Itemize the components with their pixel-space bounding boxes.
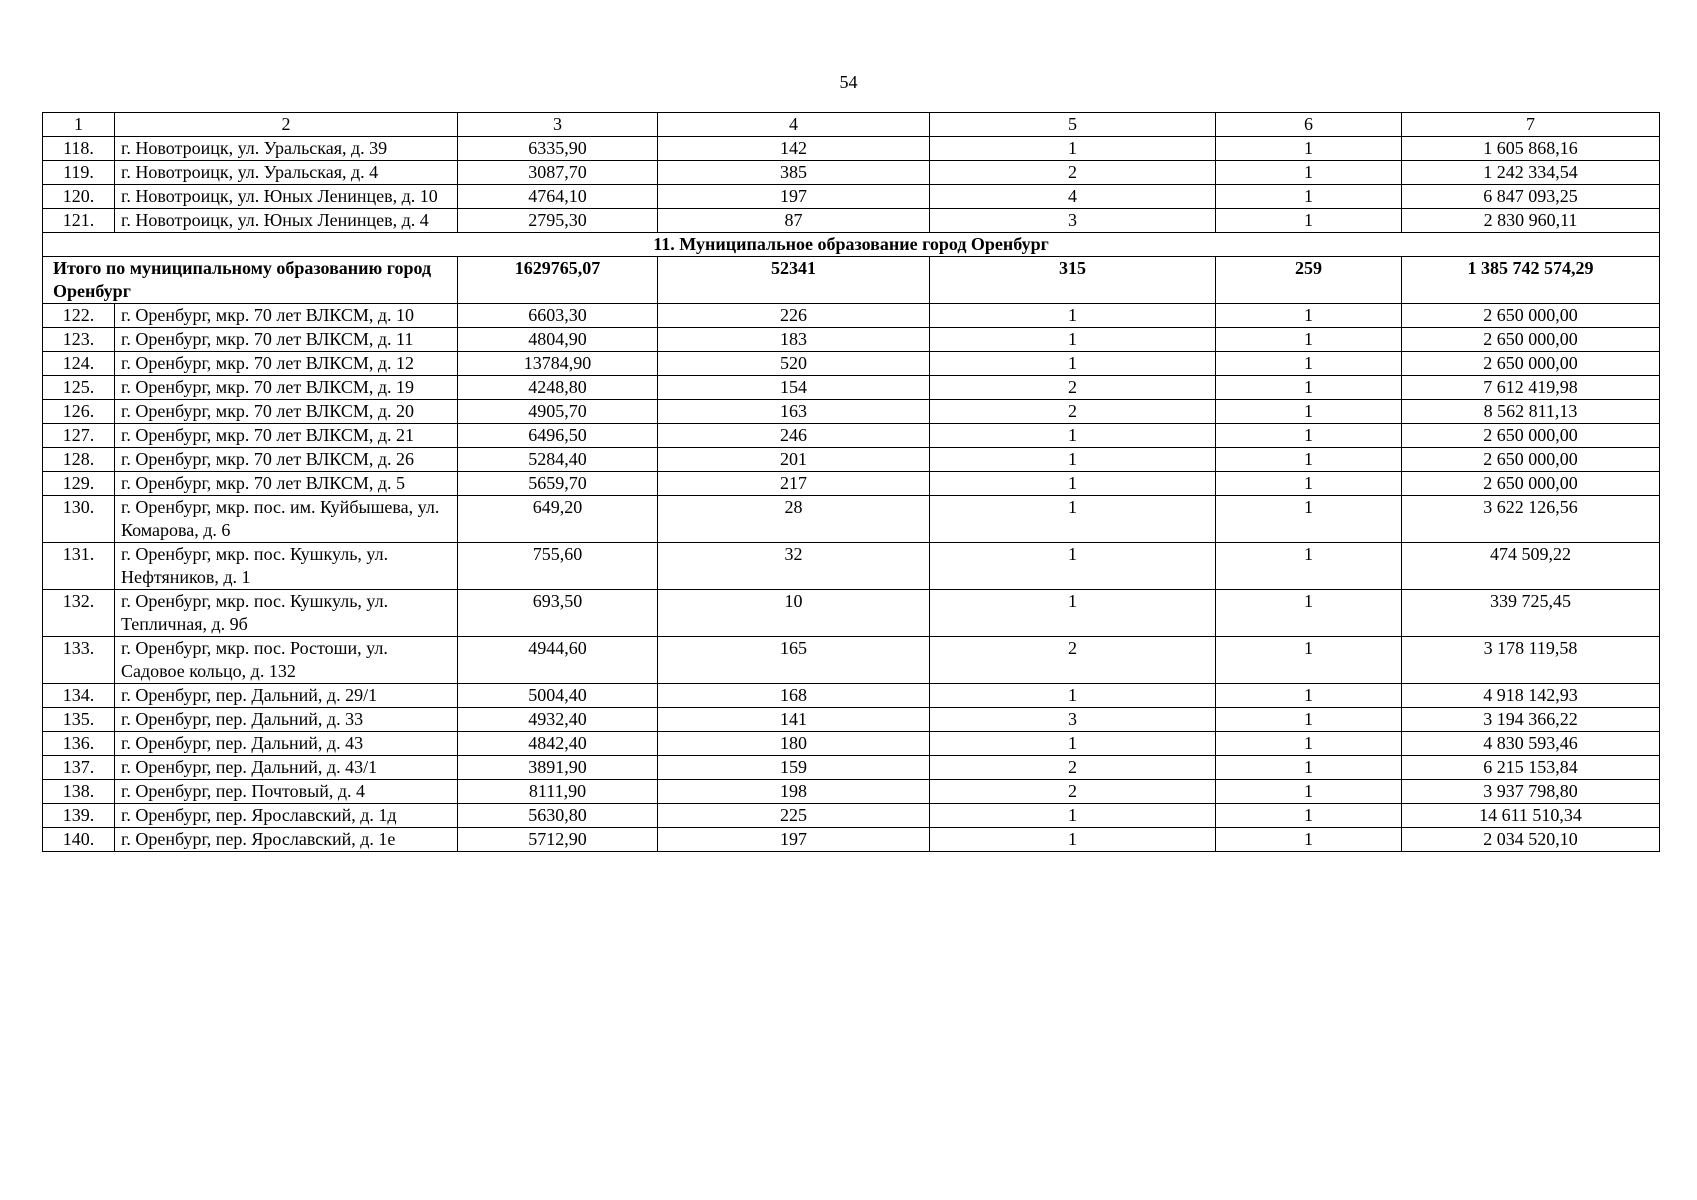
total-value-5: 315: [930, 257, 1216, 304]
value-cell-4: 180: [658, 732, 930, 756]
row-number: 124.: [43, 352, 115, 376]
value-cell-7: 3 937 798,80: [1402, 780, 1660, 804]
value-cell-7: 3 178 119,58: [1402, 637, 1660, 684]
value-cell-6: 1: [1216, 637, 1402, 684]
column-header: 3: [458, 113, 658, 137]
row-number: 126.: [43, 400, 115, 424]
value-cell-6: 1: [1216, 400, 1402, 424]
value-cell-6: 1: [1216, 161, 1402, 185]
address-cell: г. Оренбург, пер. Дальний, д. 43/1: [115, 756, 458, 780]
value-cell-5: 1: [930, 424, 1216, 448]
table-row: [43, 400, 1660, 424]
total-value-7: 1 385 742 574,29: [1402, 257, 1660, 304]
value-cell-6: 1: [1216, 732, 1402, 756]
value-cell-3: 755,60: [458, 543, 658, 590]
value-cell-7: 14 611 510,34: [1402, 804, 1660, 828]
value-cell-4: 10: [658, 590, 930, 637]
address-cell: г. Оренбург, мкр. пос. Кушкуль, ул. Тепличная, д. 9б: [115, 590, 458, 637]
row-number: 118.: [43, 137, 115, 161]
total-value-3: 1629765,07: [458, 257, 658, 304]
table-row: [43, 304, 1660, 328]
value-cell-4: 141: [658, 708, 930, 732]
column-header: 2: [115, 113, 458, 137]
value-cell-6: 1: [1216, 828, 1402, 852]
value-cell-4: 142: [658, 137, 930, 161]
value-cell-3: 5284,40: [458, 448, 658, 472]
address-cell: г. Новотроицк, ул. Уральская, д. 39: [115, 137, 458, 161]
column-header: 1: [43, 113, 115, 137]
address-cell: г. Оренбург, пер. Почтовый, д. 4: [115, 780, 458, 804]
value-cell-4: 183: [658, 328, 930, 352]
value-cell-6: 1: [1216, 376, 1402, 400]
value-cell-3: 4764,10: [458, 185, 658, 209]
value-cell-6: 1: [1216, 756, 1402, 780]
section-total-row: [43, 257, 1660, 304]
value-cell-5: 2: [930, 756, 1216, 780]
value-cell-7: 4 830 593,46: [1402, 732, 1660, 756]
column-header: 7: [1402, 113, 1660, 137]
table-row: [43, 472, 1660, 496]
value-cell-7: 2 650 000,00: [1402, 304, 1660, 328]
address-cell: г. Оренбург, мкр. 70 лет ВЛКСМ, д. 19: [115, 376, 458, 400]
value-cell-7: 2 650 000,00: [1402, 424, 1660, 448]
value-cell-6: 1: [1216, 185, 1402, 209]
value-cell-5: 1: [930, 304, 1216, 328]
row-number: 137.: [43, 756, 115, 780]
row-number: 120.: [43, 185, 115, 209]
address-cell: г. Оренбург, мкр. 70 лет ВЛКСМ, д. 10: [115, 304, 458, 328]
value-cell-3: 6496,50: [458, 424, 658, 448]
address-cell: г. Оренбург, пер. Дальний, д. 29/1: [115, 684, 458, 708]
value-cell-7: 474 509,22: [1402, 543, 1660, 590]
value-cell-4: 32: [658, 543, 930, 590]
row-number: 134.: [43, 684, 115, 708]
address-cell: г. Оренбург, мкр. 70 лет ВЛКСМ, д. 5: [115, 472, 458, 496]
value-cell-7: 2 830 960,11: [1402, 209, 1660, 233]
page-number: 54: [839, 72, 858, 92]
value-cell-3: 4804,90: [458, 328, 658, 352]
value-cell-3: 4944,60: [458, 637, 658, 684]
value-cell-5: 2: [930, 376, 1216, 400]
row-number: 131.: [43, 543, 115, 590]
row-number: 121.: [43, 209, 115, 233]
row-number: 128.: [43, 448, 115, 472]
value-cell-5: 1: [930, 496, 1216, 543]
table-row: [43, 684, 1660, 708]
value-cell-5: 1: [930, 543, 1216, 590]
value-cell-5: 1: [930, 732, 1216, 756]
address-cell: г. Оренбург, мкр. пос. Ростоши, ул. Садовое кольцо, д. 132: [115, 637, 458, 684]
value-cell-5: 2: [930, 637, 1216, 684]
table-row: [43, 448, 1660, 472]
value-cell-4: 246: [658, 424, 930, 448]
table-row: [43, 376, 1660, 400]
value-cell-6: 1: [1216, 780, 1402, 804]
value-cell-3: 6603,30: [458, 304, 658, 328]
table-row: [43, 828, 1660, 852]
value-cell-5: 1: [930, 472, 1216, 496]
column-header: 4: [658, 113, 930, 137]
value-cell-4: 198: [658, 780, 930, 804]
value-cell-3: 4932,40: [458, 708, 658, 732]
value-cell-4: 154: [658, 376, 930, 400]
value-cell-6: 1: [1216, 448, 1402, 472]
buildings-table: [42, 112, 1660, 852]
value-cell-4: 165: [658, 637, 930, 684]
address-cell: г. Оренбург, мкр. пос. Кушкуль, ул. Нефтяников, д. 1: [115, 543, 458, 590]
table-row: [43, 732, 1660, 756]
table-row: [43, 185, 1660, 209]
value-cell-5: 1: [930, 352, 1216, 376]
address-cell: г. Оренбург, пер. Дальний, д. 43: [115, 732, 458, 756]
value-cell-7: 7 612 419,98: [1402, 376, 1660, 400]
value-cell-3: 3891,90: [458, 756, 658, 780]
value-cell-6: 1: [1216, 424, 1402, 448]
value-cell-5: 1: [930, 590, 1216, 637]
row-number: 133.: [43, 637, 115, 684]
value-cell-6: 1: [1216, 708, 1402, 732]
value-cell-3: 6335,90: [458, 137, 658, 161]
value-cell-4: 28: [658, 496, 930, 543]
row-number: 140.: [43, 828, 115, 852]
value-cell-5: 1: [930, 328, 1216, 352]
value-cell-6: 1: [1216, 590, 1402, 637]
value-cell-4: 159: [658, 756, 930, 780]
value-cell-5: 1: [930, 448, 1216, 472]
address-cell: г. Оренбург, мкр. 70 лет ВЛКСМ, д. 12: [115, 352, 458, 376]
address-cell: г. Новотроицк, ул. Уральская, д. 4: [115, 161, 458, 185]
table-row: [43, 352, 1660, 376]
value-cell-5: 3: [930, 209, 1216, 233]
table-row: [43, 496, 1660, 543]
row-number: 123.: [43, 328, 115, 352]
address-cell: г. Оренбург, мкр. 70 лет ВЛКСМ, д. 21: [115, 424, 458, 448]
value-cell-4: 87: [658, 209, 930, 233]
value-cell-4: 385: [658, 161, 930, 185]
value-cell-3: 5004,40: [458, 684, 658, 708]
value-cell-4: 225: [658, 804, 930, 828]
value-cell-5: 4: [930, 185, 1216, 209]
value-cell-5: 2: [930, 161, 1216, 185]
value-cell-3: 3087,70: [458, 161, 658, 185]
value-cell-4: 201: [658, 448, 930, 472]
address-cell: г. Оренбург, пер. Дальний, д. 33: [115, 708, 458, 732]
value-cell-4: 168: [658, 684, 930, 708]
table-row: [43, 780, 1660, 804]
value-cell-4: 197: [658, 828, 930, 852]
row-number: 136.: [43, 732, 115, 756]
table-row: [43, 590, 1660, 637]
table-row: [43, 328, 1660, 352]
table-body: [43, 113, 1660, 852]
address-cell: г. Оренбург, мкр. пос. им. Куйбышева, ул. Комарова, д. 6: [115, 496, 458, 543]
value-cell-6: 1: [1216, 472, 1402, 496]
value-cell-7: 4 918 142,93: [1402, 684, 1660, 708]
value-cell-5: 3: [930, 708, 1216, 732]
table-row: [43, 637, 1660, 684]
table-row: [43, 756, 1660, 780]
value-cell-6: 1: [1216, 137, 1402, 161]
value-cell-7: 8 562 811,13: [1402, 400, 1660, 424]
value-cell-4: 226: [658, 304, 930, 328]
row-number: 127.: [43, 424, 115, 448]
value-cell-3: 4842,40: [458, 732, 658, 756]
value-cell-3: 8111,90: [458, 780, 658, 804]
value-cell-5: 1: [930, 684, 1216, 708]
address-cell: г. Оренбург, мкр. 70 лет ВЛКСМ, д. 11: [115, 328, 458, 352]
table-row: [43, 543, 1660, 590]
value-cell-4: 520: [658, 352, 930, 376]
address-cell: г. Оренбург, пер. Ярославский, д. 1е: [115, 828, 458, 852]
value-cell-6: 1: [1216, 352, 1402, 376]
address-cell: г. Новотроицк, ул. Юных Ленинцев, д. 10: [115, 185, 458, 209]
value-cell-6: 1: [1216, 304, 1402, 328]
value-cell-6: 1: [1216, 684, 1402, 708]
value-cell-7: 2 650 000,00: [1402, 448, 1660, 472]
total-value-6: 259: [1216, 257, 1402, 304]
total-value-4: 52341: [658, 257, 930, 304]
section-title: 11. Муниципальное образование город Оренбург: [43, 233, 1660, 257]
value-cell-3: 5630,80: [458, 804, 658, 828]
value-cell-3: 4248,80: [458, 376, 658, 400]
value-cell-6: 1: [1216, 209, 1402, 233]
table-row: [43, 804, 1660, 828]
value-cell-4: 217: [658, 472, 930, 496]
row-number: 139.: [43, 804, 115, 828]
column-header: 5: [930, 113, 1216, 137]
row-number: 122.: [43, 304, 115, 328]
table-row: [43, 209, 1660, 233]
value-cell-7: 2 650 000,00: [1402, 328, 1660, 352]
address-cell: г. Оренбург, мкр. 70 лет ВЛКСМ, д. 26: [115, 448, 458, 472]
value-cell-7: 3 622 126,56: [1402, 496, 1660, 543]
address-cell: г. Оренбург, пер. Ярославский, д. 1д: [115, 804, 458, 828]
value-cell-7: 6 215 153,84: [1402, 756, 1660, 780]
total-label: Итого по муниципальному образованию город Оренбург: [43, 257, 458, 304]
value-cell-4: 163: [658, 400, 930, 424]
value-cell-7: 1 605 868,16: [1402, 137, 1660, 161]
value-cell-3: 2795,30: [458, 209, 658, 233]
row-number: 129.: [43, 472, 115, 496]
value-cell-5: 2: [930, 780, 1216, 804]
value-cell-7: 6 847 093,25: [1402, 185, 1660, 209]
value-cell-5: 1: [930, 828, 1216, 852]
value-cell-3: 5712,90: [458, 828, 658, 852]
value-cell-7: 339 725,45: [1402, 590, 1660, 637]
value-cell-3: 693,50: [458, 590, 658, 637]
column-header: 6: [1216, 113, 1402, 137]
value-cell-5: 1: [930, 804, 1216, 828]
value-cell-6: 1: [1216, 328, 1402, 352]
value-cell-3: 649,20: [458, 496, 658, 543]
section-header-row: [43, 233, 1660, 257]
address-cell: г. Оренбург, мкр. 70 лет ВЛКСМ, д. 20: [115, 400, 458, 424]
value-cell-3: 4905,70: [458, 400, 658, 424]
table-row: [43, 708, 1660, 732]
value-cell-6: 1: [1216, 543, 1402, 590]
column-number-row: [43, 113, 1660, 137]
table-row: [43, 161, 1660, 185]
value-cell-4: 197: [658, 185, 930, 209]
value-cell-7: 2 650 000,00: [1402, 352, 1660, 376]
address-cell: г. Новотроицк, ул. Юных Ленинцев, д. 4: [115, 209, 458, 233]
row-number: 138.: [43, 780, 115, 804]
value-cell-3: 5659,70: [458, 472, 658, 496]
value-cell-3: 13784,90: [458, 352, 658, 376]
table-row: [43, 424, 1660, 448]
row-number: 119.: [43, 161, 115, 185]
row-number: 135.: [43, 708, 115, 732]
value-cell-7: 2 034 520,10: [1402, 828, 1660, 852]
value-cell-5: 2: [930, 400, 1216, 424]
row-number: 125.: [43, 376, 115, 400]
row-number: 132.: [43, 590, 115, 637]
value-cell-5: 1: [930, 137, 1216, 161]
table-row: [43, 137, 1660, 161]
value-cell-7: 3 194 366,22: [1402, 708, 1660, 732]
value-cell-6: 1: [1216, 804, 1402, 828]
row-number: 130.: [43, 496, 115, 543]
value-cell-7: 2 650 000,00: [1402, 472, 1660, 496]
value-cell-7: 1 242 334,54: [1402, 161, 1660, 185]
value-cell-6: 1: [1216, 496, 1402, 543]
